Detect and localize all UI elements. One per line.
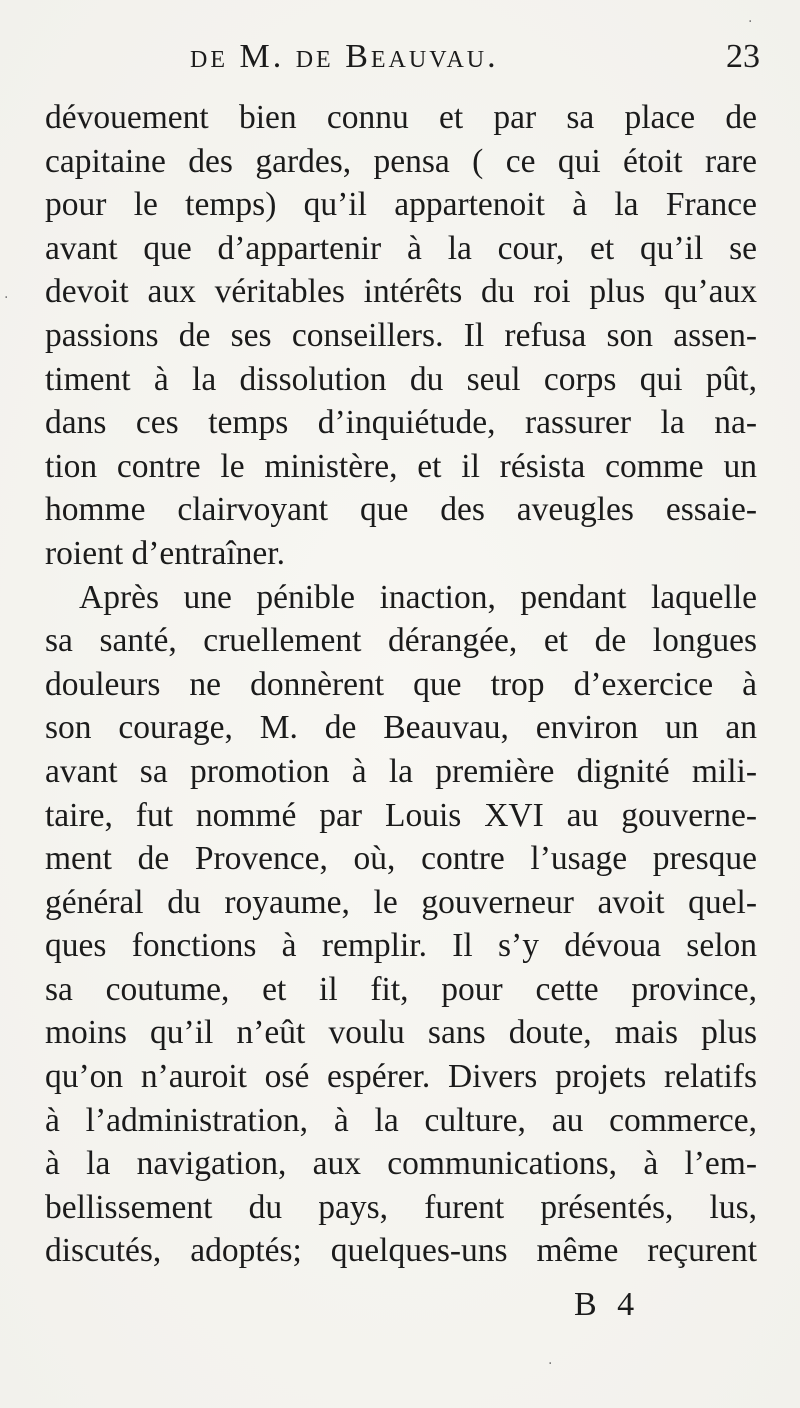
text-line: bellissement du pays, furent présentés, lus,	[45, 1188, 757, 1226]
text-line: ment de Provence, où, contre l’usage presque	[45, 840, 757, 878]
signature-mark: B 4	[574, 1286, 641, 1323]
text-line: à l’administration, à la culture, au commerce,	[45, 1101, 757, 1139]
page-number: 23	[726, 38, 760, 75]
text-line: sa santé, cruellement dérangée, et de longues	[45, 622, 757, 660]
text-line: général du royaume, le gouverneur avoit quel-	[45, 883, 757, 921]
text-line: roient d’entraîner.	[45, 534, 285, 572]
text-line: dans ces temps d’inquiétude, rassurer la na-	[45, 404, 757, 442]
running-head	[0, 38, 800, 88]
text-line: Après une pénible inaction, pendant laquelle	[79, 578, 757, 616]
paper-speck: ·	[748, 14, 753, 30]
text-line: devoit aux véritables intérêts du roi plus qu’aux	[45, 273, 757, 311]
text-line: sa coutume, et il fit, pour cette province,	[45, 970, 757, 1008]
text-line: passions de ses conseillers. Il refusa son assen-	[45, 316, 757, 354]
text-line: pour le temps) qu’il appartenoit à la France	[45, 186, 757, 224]
text-line: tion contre le ministère, et il résista comme un	[45, 447, 757, 485]
paper-speck: ·	[548, 1356, 553, 1372]
text-line: à la navigation, aux communications, à l’em-	[45, 1145, 757, 1183]
text-line: avant sa promotion à la première dignité mili-	[45, 752, 757, 790]
body-text	[45, 96, 757, 1273]
text-line: capitaine des gardes, pensa ( ce qui étoit rare	[45, 142, 757, 180]
text-line: homme clairvoyant que des aveugles essaie-	[45, 491, 757, 529]
paragraph-1	[45, 96, 757, 576]
text-line: ques fonctions à remplir. Il s’y dévoua selon	[45, 927, 757, 965]
running-title: de M. de Beauvau.	[190, 38, 499, 75]
paragraph-2	[45, 576, 757, 1274]
text-line: discutés, adoptés; quelques-uns même reçurent	[45, 1232, 757, 1270]
text-line: avant que d’appartenir à la cour, et qu’il se	[45, 229, 757, 267]
text-line: qu’on n’auroit osé espérer. Divers projets relatifs	[45, 1058, 757, 1096]
text-line: son courage, M. de Beauvau, environ un an	[45, 709, 757, 747]
text-line: moins qu’il n’eût voulu sans doute, mais plus	[45, 1014, 757, 1052]
text-line: timent à la dissolution du seul corps qui pût,	[45, 360, 757, 398]
text-line: douleurs ne donnèrent que trop d’exercice à	[45, 665, 757, 703]
text-line: taire, fut nommé par Louis XVI au gouverne-	[45, 796, 757, 834]
text-line: dévouement bien connu et par sa place de	[45, 99, 757, 136]
paper-speck: ·	[4, 290, 9, 306]
